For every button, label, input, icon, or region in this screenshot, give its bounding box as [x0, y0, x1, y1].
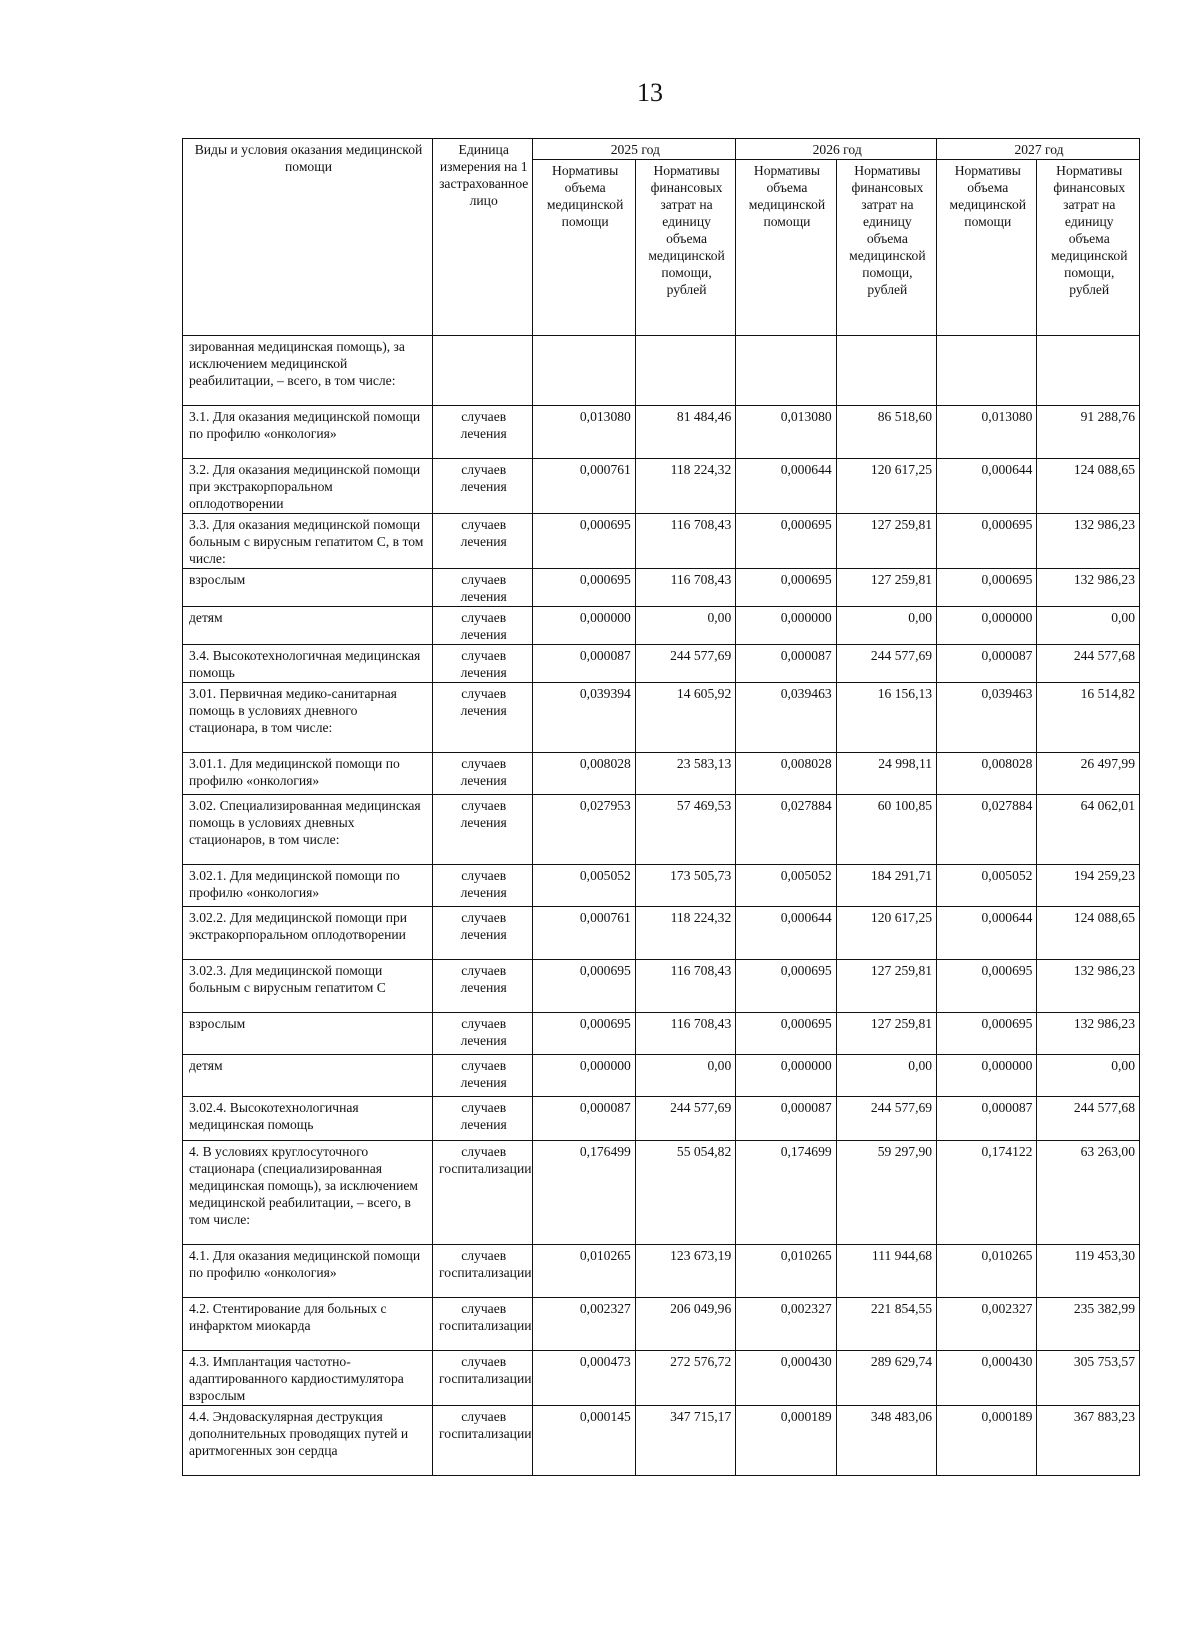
- volume-2027: 0,010265: [937, 1245, 1037, 1298]
- table-row: [183, 569, 1140, 607]
- row-name: зированная медицинская помощь), за исключением медицинской реабилитации, – всего, в том числе:: [183, 336, 433, 406]
- cost-2026: 348 483,06: [836, 1406, 936, 1476]
- table-row: [183, 514, 1140, 569]
- row-name: 3.4. Высокотехнологичная медицинская помощь: [183, 645, 433, 683]
- volume-2027: 0,000087: [937, 1097, 1037, 1141]
- row-name: 3.02. Специализированная медицинская помощь в условиях дневных стационаров, в том числе:: [183, 795, 433, 865]
- volume-2027: 0,000189: [937, 1406, 1037, 1476]
- cost-2026: 59 297,90: [836, 1141, 936, 1245]
- volume-2026: 0,000087: [736, 645, 836, 683]
- volume-2025: 0,000145: [533, 1406, 635, 1476]
- row-unit: случаев лечения: [433, 406, 533, 459]
- row-name: 3.02.1. Для медицинской помощи по профилю «онкология»: [183, 865, 433, 907]
- header-cost-2027: Нормативы финансовых затрат на единицу объема медицинской помощи, рублей: [1037, 160, 1140, 336]
- volume-2025: 0,000695: [533, 960, 635, 1013]
- cost-2026: 127 259,81: [836, 1013, 936, 1055]
- row-unit: случаев госпитализации: [433, 1351, 533, 1406]
- cost-2027: 0,00: [1037, 607, 1140, 645]
- table-row: [183, 1298, 1140, 1351]
- cost-2027: 305 753,57: [1037, 1351, 1140, 1406]
- volume-2027: 0,000644: [937, 459, 1037, 514]
- volume-2026: 0,000644: [736, 907, 836, 960]
- table-row: [183, 1406, 1140, 1476]
- header-cost-2025: Нормативы финансовых затрат на единицу объема медицинской помощи, рублей: [635, 160, 735, 336]
- row-name: взрослым: [183, 569, 433, 607]
- cost-2027: 26 497,99: [1037, 753, 1140, 795]
- volume-2026: 0,174699: [736, 1141, 836, 1245]
- table-row: [183, 683, 1140, 753]
- volume-2025: 0,008028: [533, 753, 635, 795]
- row-unit: случаев лечения: [433, 514, 533, 569]
- row-name: 4.2. Стентирование для больных с инфарктом миокарда: [183, 1298, 433, 1351]
- table-body: [183, 336, 1140, 1476]
- volume-2026: 0,000000: [736, 1055, 836, 1097]
- cost-2025: 347 715,17: [635, 1406, 735, 1476]
- volume-2025: 0,002327: [533, 1298, 635, 1351]
- header-year-2027: 2027 год: [937, 139, 1140, 160]
- cost-2026: 127 259,81: [836, 569, 936, 607]
- volume-2026: 0,000000: [736, 607, 836, 645]
- cost-2027: 132 986,23: [1037, 514, 1140, 569]
- volume-2027: [937, 336, 1037, 406]
- cost-2025: 0,00: [635, 1055, 735, 1097]
- volume-2025: 0,000087: [533, 645, 635, 683]
- cost-2025: 57 469,53: [635, 795, 735, 865]
- table-row: [183, 1245, 1140, 1298]
- volume-2025: 0,013080: [533, 406, 635, 459]
- volume-2027: 0,000430: [937, 1351, 1037, 1406]
- volume-2027: 0,174122: [937, 1141, 1037, 1245]
- cost-2026: 120 617,25: [836, 907, 936, 960]
- cost-2025: 244 577,69: [635, 1097, 735, 1141]
- volume-2025: 0,000761: [533, 459, 635, 514]
- cost-2026: 0,00: [836, 607, 936, 645]
- row-unit: случаев лечения: [433, 1013, 533, 1055]
- cost-2025: 244 577,69: [635, 645, 735, 683]
- row-name: 3.02.3. Для медицинской помощи больным с вирусным гепатитом С: [183, 960, 433, 1013]
- volume-2027: 0,000695: [937, 1013, 1037, 1055]
- volume-2026: 0,000695: [736, 960, 836, 1013]
- cost-2025: 0,00: [635, 607, 735, 645]
- volume-2025: [533, 336, 635, 406]
- volume-2025: 0,000695: [533, 1013, 635, 1055]
- row-name: 4.1. Для оказания медицинской помощи по профилю «онкология»: [183, 1245, 433, 1298]
- header-volume-2025: Нормативы объема медицинской помощи: [533, 160, 635, 336]
- row-name: детям: [183, 1055, 433, 1097]
- cost-2026: 244 577,69: [836, 645, 936, 683]
- cost-2025: 173 505,73: [635, 865, 735, 907]
- volume-2027: 0,000000: [937, 1055, 1037, 1097]
- volume-2025: 0,000695: [533, 514, 635, 569]
- cost-2025: 116 708,43: [635, 960, 735, 1013]
- volume-2026: 0,000695: [736, 514, 836, 569]
- volume-2027: 0,013080: [937, 406, 1037, 459]
- row-unit: случаев лечения: [433, 607, 533, 645]
- row-name: 3.02.4. Высокотехнологичная медицинская помощь: [183, 1097, 433, 1141]
- table-row: [183, 607, 1140, 645]
- volume-2026: 0,000644: [736, 459, 836, 514]
- volume-2025: 0,000761: [533, 907, 635, 960]
- cost-2027: 244 577,68: [1037, 645, 1140, 683]
- volume-2026: 0,010265: [736, 1245, 836, 1298]
- row-unit: случаев лечения: [433, 1055, 533, 1097]
- cost-2025: 272 576,72: [635, 1351, 735, 1406]
- table-row: [183, 1013, 1140, 1055]
- volume-2025: 0,176499: [533, 1141, 635, 1245]
- cost-2025: 118 224,32: [635, 459, 735, 514]
- volume-2025: 0,000000: [533, 1055, 635, 1097]
- volume-2027: 0,000695: [937, 514, 1037, 569]
- volume-2027: 0,000087: [937, 645, 1037, 683]
- row-name: детям: [183, 607, 433, 645]
- cost-2026: 111 944,68: [836, 1245, 936, 1298]
- header-volume-2026: Нормативы объема медицинской помощи: [736, 160, 836, 336]
- row-name: 4.4. Эндоваскулярная деструкция дополнительных проводящих путей и аритмогенных зон сердца: [183, 1406, 433, 1476]
- volume-2025: 0,000087: [533, 1097, 635, 1141]
- header-unit: Единица измерения на 1 застрахованное лицо: [433, 139, 533, 336]
- volume-2027: 0,000695: [937, 569, 1037, 607]
- cost-2025: 14 605,92: [635, 683, 735, 753]
- volume-2026: 0,000430: [736, 1351, 836, 1406]
- table-row: [183, 459, 1140, 514]
- row-name: 3.01. Первичная медико-санитарная помощь в условиях дневного стационара, в том числе:: [183, 683, 433, 753]
- volume-2027: 0,008028: [937, 753, 1037, 795]
- volume-2027: 0,000695: [937, 960, 1037, 1013]
- cost-2025: 206 049,96: [635, 1298, 735, 1351]
- cost-2025: [635, 336, 735, 406]
- volume-2026: 0,000087: [736, 1097, 836, 1141]
- row-unit: случаев лечения: [433, 960, 533, 1013]
- norms-table: [182, 138, 1140, 1476]
- cost-2025: 123 673,19: [635, 1245, 735, 1298]
- volume-2025: 0,027953: [533, 795, 635, 865]
- row-name: взрослым: [183, 1013, 433, 1055]
- header-volume-2027: Нормативы объема медицинской помощи: [937, 160, 1037, 336]
- table-row: [183, 753, 1140, 795]
- cost-2027: 91 288,76: [1037, 406, 1140, 459]
- cost-2027: 132 986,23: [1037, 960, 1140, 1013]
- volume-2026: 0,039463: [736, 683, 836, 753]
- volume-2026: 0,000695: [736, 1013, 836, 1055]
- volume-2026: 0,000695: [736, 569, 836, 607]
- volume-2027: 0,039463: [937, 683, 1037, 753]
- row-name: 3.1. Для оказания медицинской помощи по профилю «онкология»: [183, 406, 433, 459]
- table-row: [183, 907, 1140, 960]
- table-row: [183, 1097, 1140, 1141]
- volume-2026: 0,005052: [736, 865, 836, 907]
- header-type: Виды и условия оказания медицинской помощи: [183, 139, 433, 336]
- cost-2027: 132 986,23: [1037, 1013, 1140, 1055]
- cost-2026: 221 854,55: [836, 1298, 936, 1351]
- volume-2025: 0,005052: [533, 865, 635, 907]
- cost-2025: 116 708,43: [635, 514, 735, 569]
- cost-2027: [1037, 336, 1140, 406]
- table-row: [183, 1055, 1140, 1097]
- row-name: 3.02.2. Для медицинской помощи при экстракорпоральном оплодотворении: [183, 907, 433, 960]
- row-name: 3.2. Для оказания медицинской помощи при экстракорпоральном оплодотворении: [183, 459, 433, 514]
- row-name: 4.3. Имплантация частотно-адаптированного кардиостимулятора взрослым: [183, 1351, 433, 1406]
- volume-2027: 0,000644: [937, 907, 1037, 960]
- cost-2026: 184 291,71: [836, 865, 936, 907]
- row-unit: случаев госпитализации: [433, 1406, 533, 1476]
- table-row: [183, 645, 1140, 683]
- row-name: 3.01.1. Для медицинской помощи по профилю «онкология»: [183, 753, 433, 795]
- row-unit: [433, 336, 533, 406]
- row-unit: случаев лечения: [433, 753, 533, 795]
- row-unit: случаев лечения: [433, 795, 533, 865]
- cost-2027: 124 088,65: [1037, 459, 1140, 514]
- row-unit: случаев лечения: [433, 683, 533, 753]
- volume-2025: 0,000473: [533, 1351, 635, 1406]
- cost-2027: 119 453,30: [1037, 1245, 1140, 1298]
- cost-2026: 24 998,11: [836, 753, 936, 795]
- row-unit: случаев лечения: [433, 865, 533, 907]
- table-row: [183, 336, 1140, 406]
- table-row: [183, 795, 1140, 865]
- header-year-2025: 2025 год: [533, 139, 736, 160]
- cost-2027: 124 088,65: [1037, 907, 1140, 960]
- table-row: [183, 406, 1140, 459]
- cost-2027: 63 263,00: [1037, 1141, 1140, 1245]
- volume-2025: 0,039394: [533, 683, 635, 753]
- cost-2026: 0,00: [836, 1055, 936, 1097]
- cost-2026: 127 259,81: [836, 514, 936, 569]
- cost-2025: 116 708,43: [635, 569, 735, 607]
- header-year-2026: 2026 год: [736, 139, 937, 160]
- volume-2027: 0,000000: [937, 607, 1037, 645]
- page-number: 13: [637, 78, 663, 107]
- cost-2027: 16 514,82: [1037, 683, 1140, 753]
- header-cost-2026: Нормативы финансовых затрат на единицу объема медицинской помощи, рублей: [836, 160, 936, 336]
- volume-2026: 0,027884: [736, 795, 836, 865]
- cost-2027: 64 062,01: [1037, 795, 1140, 865]
- cost-2027: 194 259,23: [1037, 865, 1140, 907]
- cost-2027: 244 577,68: [1037, 1097, 1140, 1141]
- cost-2027: 235 382,99: [1037, 1298, 1140, 1351]
- cost-2027: 0,00: [1037, 1055, 1140, 1097]
- cost-2026: 60 100,85: [836, 795, 936, 865]
- row-unit: случаев лечения: [433, 1097, 533, 1141]
- table-row: [183, 960, 1140, 1013]
- row-unit: случаев лечения: [433, 645, 533, 683]
- volume-2025: 0,010265: [533, 1245, 635, 1298]
- table-row: [183, 1141, 1140, 1245]
- cost-2025: 23 583,13: [635, 753, 735, 795]
- row-unit: случаев госпитализации: [433, 1245, 533, 1298]
- cost-2025: 55 054,82: [635, 1141, 735, 1245]
- table-row: [183, 865, 1140, 907]
- volume-2026: 0,000189: [736, 1406, 836, 1476]
- volume-2027: 0,027884: [937, 795, 1037, 865]
- cost-2027: 132 986,23: [1037, 569, 1140, 607]
- row-unit: случаев лечения: [433, 907, 533, 960]
- row-unit: случаев лечения: [433, 569, 533, 607]
- cost-2026: 127 259,81: [836, 960, 936, 1013]
- volume-2026: 0,013080: [736, 406, 836, 459]
- cost-2025: 81 484,46: [635, 406, 735, 459]
- volume-2025: 0,000695: [533, 569, 635, 607]
- volume-2025: 0,000000: [533, 607, 635, 645]
- cost-2026: 86 518,60: [836, 406, 936, 459]
- cost-2026: 16 156,13: [836, 683, 936, 753]
- cost-2026: 120 617,25: [836, 459, 936, 514]
- cost-2025: 116 708,43: [635, 1013, 735, 1055]
- row-unit: случаев лечения: [433, 459, 533, 514]
- table-row: [183, 1351, 1140, 1406]
- cost-2025: 118 224,32: [635, 907, 735, 960]
- row-name: 4. В условиях круглосуточного стационара (специализированная медицинская помощь), за исключением медицинской реабилитации, – всего, в том числе:: [183, 1141, 433, 1245]
- row-unit: случаев госпитализации: [433, 1298, 533, 1351]
- cost-2026: 244 577,69: [836, 1097, 936, 1141]
- volume-2026: 0,008028: [736, 753, 836, 795]
- volume-2026: 0,002327: [736, 1298, 836, 1351]
- volume-2026: [736, 336, 836, 406]
- cost-2026: [836, 336, 936, 406]
- volume-2027: 0,005052: [937, 865, 1037, 907]
- volume-2027: 0,002327: [937, 1298, 1037, 1351]
- cost-2026: 289 629,74: [836, 1351, 936, 1406]
- row-name: 3.3. Для оказания медицинской помощи больным с вирусным гепатитом С, в том числе:: [183, 514, 433, 569]
- row-unit: случаев госпитализации: [433, 1141, 533, 1245]
- cost-2027: 367 883,23: [1037, 1406, 1140, 1476]
